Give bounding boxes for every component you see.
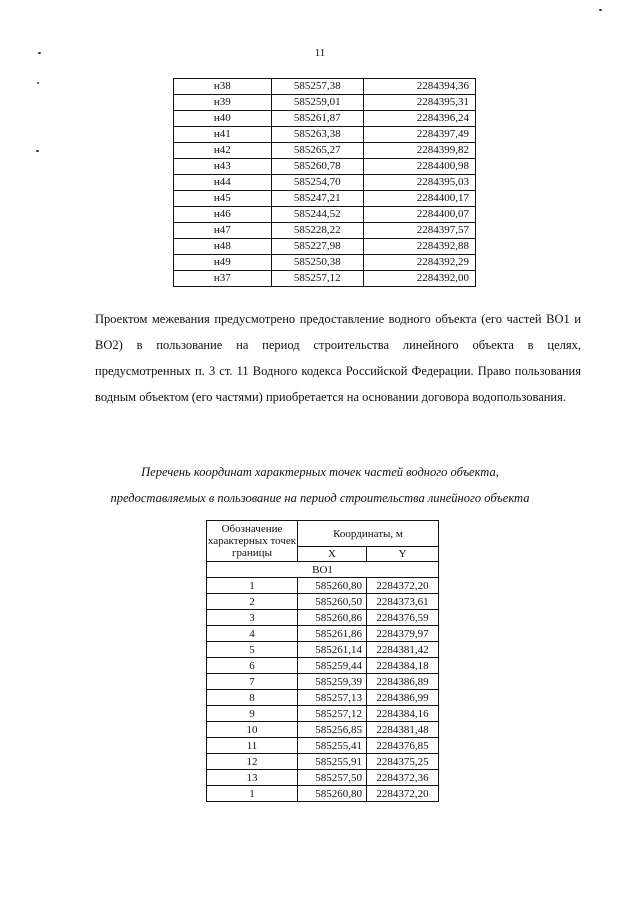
- y-coordinate: 2284381,42: [367, 642, 439, 658]
- table-row: [207, 754, 439, 770]
- x-coordinate: 585228,22: [271, 223, 363, 239]
- scan-speck: [38, 52, 41, 54]
- table-row: [207, 578, 439, 594]
- y-coordinate: 2284379,97: [367, 626, 439, 642]
- y-coordinate: 2284394,36: [363, 79, 475, 95]
- y-coordinate: 2284400,98: [363, 159, 475, 175]
- x-coordinate: 585260,50: [298, 594, 367, 610]
- part-label: ВО1: [207, 562, 439, 578]
- x-coordinate: 585254,70: [271, 175, 363, 191]
- table-row: [207, 674, 439, 690]
- table-row: [174, 111, 476, 127]
- point-number: 7: [207, 674, 298, 690]
- table-row: [174, 79, 476, 95]
- table-row: [207, 626, 439, 642]
- y-coordinate: 2284399,82: [363, 143, 475, 159]
- y-coordinate: 2284395,03: [363, 175, 475, 191]
- caption-line-2: предоставляемых в пользование на период строительства линейного объекта: [110, 491, 530, 505]
- point-name: н46: [174, 207, 272, 223]
- table-row: [174, 255, 476, 271]
- x-coordinate: 585257,12: [298, 706, 367, 722]
- point-number: 4: [207, 626, 298, 642]
- table-row: [207, 770, 439, 786]
- table-row: [174, 127, 476, 143]
- x-coordinate: 585250,38: [271, 255, 363, 271]
- y-coordinate: 2284392,29: [363, 255, 475, 271]
- y-coordinate: 2284384,18: [367, 658, 439, 674]
- x-coordinate: 585255,41: [298, 738, 367, 754]
- x-coordinate: 585260,80: [298, 786, 367, 802]
- table-row: [174, 271, 476, 287]
- x-coordinate: 585260,86: [298, 610, 367, 626]
- table-row: [207, 706, 439, 722]
- point-number: 3: [207, 610, 298, 626]
- x-coordinate: 585227,98: [271, 239, 363, 255]
- point-name: н38: [174, 79, 272, 95]
- caption-line-1: Перечень координат характерных точек частей водного объекта,: [141, 465, 499, 479]
- point-name: н49: [174, 255, 272, 271]
- x-coordinate: 585259,01: [271, 95, 363, 111]
- table-row: [174, 191, 476, 207]
- point-name: н40: [174, 111, 272, 127]
- y-coordinate: 2284392,88: [363, 239, 475, 255]
- table-row: [207, 786, 439, 802]
- x-coordinate: 585259,44: [298, 658, 367, 674]
- table-row: [207, 594, 439, 610]
- table-row: [174, 207, 476, 223]
- table-row: [174, 159, 476, 175]
- y-coordinate: 2284372,20: [367, 786, 439, 802]
- point-number: 5: [207, 642, 298, 658]
- y-coordinate: 2284376,59: [367, 610, 439, 626]
- table-caption: [70, 459, 570, 511]
- point-number: 9: [207, 706, 298, 722]
- y-coordinate: 2284400,17: [363, 191, 475, 207]
- point-number: 8: [207, 690, 298, 706]
- x-coordinate: 585265,27: [271, 143, 363, 159]
- table-row: [207, 610, 439, 626]
- y-coordinate: 2284396,24: [363, 111, 475, 127]
- header-designation: Обозначение характерных точек границы: [207, 521, 298, 562]
- page-number: 11: [314, 47, 326, 59]
- x-coordinate: 585261,86: [298, 626, 367, 642]
- scan-speck: [37, 82, 39, 84]
- x-coordinate: 585260,80: [298, 578, 367, 594]
- x-coordinate: 585260,78: [271, 159, 363, 175]
- table-row: [207, 642, 439, 658]
- y-coordinate: 2284372,36: [367, 770, 439, 786]
- body-paragraph: Проектом межевания предусмотрено предоставление водного объекта (его частей ВО1 и ВО2) в пользование на период строительства линейного объекта в целях, предусмотренных п. 3 ст. 11 Водного кодекса Российской Федерации. Право пользования водным объектом (его частями) приобретается на основании договора водопользования.: [95, 312, 581, 404]
- point-name: н43: [174, 159, 272, 175]
- x-coordinate: 585261,87: [271, 111, 363, 127]
- scan-speck: [36, 150, 39, 152]
- table-row: [207, 690, 439, 706]
- x-coordinate: 585255,91: [298, 754, 367, 770]
- x-coordinate: 585259,39: [298, 674, 367, 690]
- y-coordinate: 2284397,57: [363, 223, 475, 239]
- scan-speck: [599, 9, 602, 11]
- point-number: 12: [207, 754, 298, 770]
- table-row: [207, 658, 439, 674]
- point-name: н47: [174, 223, 272, 239]
- x-coordinate: 585244,52: [271, 207, 363, 223]
- y-coordinate: 2284376,85: [367, 738, 439, 754]
- y-coordinate: 2284386,89: [367, 674, 439, 690]
- point-name: н48: [174, 239, 272, 255]
- x-coordinate: 585257,50: [298, 770, 367, 786]
- y-coordinate: 2284372,20: [367, 578, 439, 594]
- table-row: [174, 223, 476, 239]
- y-coordinate: 2284386,99: [367, 690, 439, 706]
- point-name: н37: [174, 271, 272, 287]
- table-row: [174, 95, 476, 111]
- x-coordinate: 585257,12: [271, 271, 363, 287]
- point-number: 1: [207, 578, 298, 594]
- table-row: [174, 175, 476, 191]
- header-coordinates: Координаты, м: [298, 521, 439, 547]
- table-row: [207, 722, 439, 738]
- water-object-coordinates-table: [206, 520, 439, 802]
- y-coordinate: 2284381,48: [367, 722, 439, 738]
- x-coordinate: 585257,13: [298, 690, 367, 706]
- point-name: н45: [174, 191, 272, 207]
- point-number: 13: [207, 770, 298, 786]
- y-coordinate: 2284392,00: [363, 271, 475, 287]
- point-number: 2: [207, 594, 298, 610]
- y-coordinate: 2284373,61: [367, 594, 439, 610]
- y-coordinate: 2284384,16: [367, 706, 439, 722]
- x-coordinate: 585257,38: [271, 79, 363, 95]
- header-x: X: [298, 547, 367, 562]
- x-coordinate: 585261,14: [298, 642, 367, 658]
- point-name: н42: [174, 143, 272, 159]
- x-coordinate: 585263,38: [271, 127, 363, 143]
- header-y: Y: [367, 547, 439, 562]
- point-name: н39: [174, 95, 272, 111]
- y-coordinate: 2284400,07: [363, 207, 475, 223]
- table-row: [174, 239, 476, 255]
- point-name: н44: [174, 175, 272, 191]
- y-coordinate: 2284395,31: [363, 95, 475, 111]
- point-number: 1: [207, 786, 298, 802]
- point-number: 10: [207, 722, 298, 738]
- point-name: н41: [174, 127, 272, 143]
- x-coordinate: 585256,85: [298, 722, 367, 738]
- y-coordinate: 2284375,25: [367, 754, 439, 770]
- coordinates-table-continuation: [173, 78, 476, 287]
- y-coordinate: 2284397,49: [363, 127, 475, 143]
- table-row: [174, 143, 476, 159]
- x-coordinate: 585247,21: [271, 191, 363, 207]
- table-row: [207, 738, 439, 754]
- point-number: 11: [207, 738, 298, 754]
- point-number: 6: [207, 658, 298, 674]
